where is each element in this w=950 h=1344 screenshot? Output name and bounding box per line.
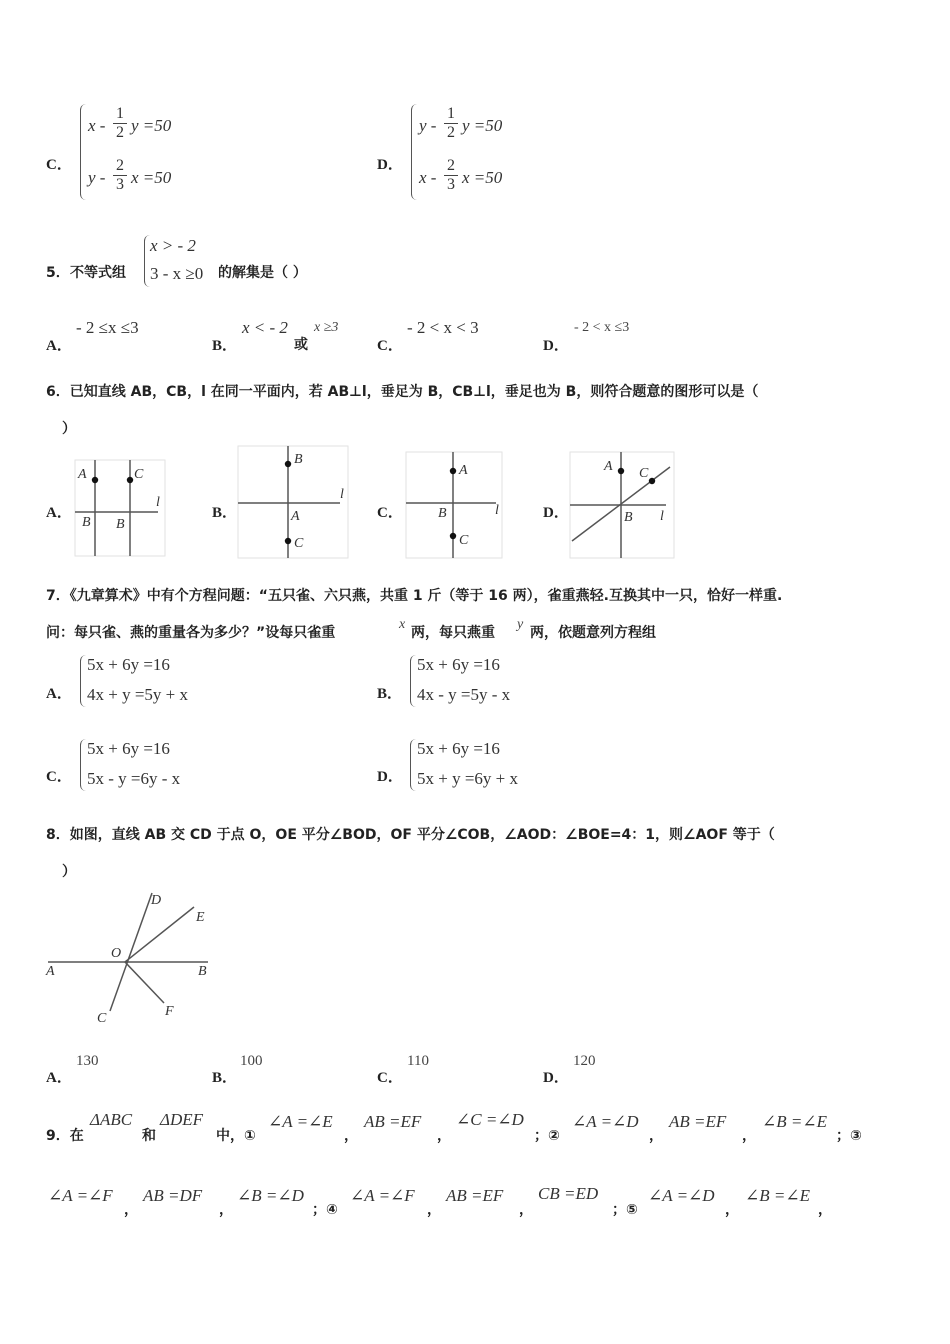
equation-part: y =50 <box>131 116 172 135</box>
separator: ， <box>219 1202 233 1218</box>
option-label: D． <box>377 769 403 785</box>
condition: ∠A =∠F <box>350 1186 415 1205</box>
figure-border <box>238 446 348 558</box>
equation-part: y =50 <box>462 116 503 135</box>
figure-d <box>568 450 676 560</box>
option-math: x ≥3 <box>314 320 339 335</box>
point-c <box>127 477 133 483</box>
label-l: l <box>340 487 344 502</box>
condition: ∠B =∠E <box>745 1186 810 1205</box>
equation: 5x - y =6y - x <box>87 769 181 788</box>
option-label: D． <box>377 157 403 173</box>
question-text: 的解集是（ ） <box>218 265 307 281</box>
brace <box>80 739 86 791</box>
label-a: A <box>459 463 468 478</box>
equation: 5x + 6y =16 <box>87 655 170 674</box>
label-c: C <box>294 536 304 551</box>
fraction: $\frac{1}{2}$ <box>444 105 458 142</box>
label-b: B <box>116 517 125 532</box>
label-c: C <box>459 533 469 548</box>
option-label: A． <box>46 686 72 702</box>
separator: ， <box>427 1202 441 1218</box>
condition: ∠A =∠D <box>648 1186 715 1205</box>
point-b <box>285 461 291 467</box>
option-label: C． <box>46 769 72 785</box>
condition: AB =EF <box>669 1112 727 1131</box>
equation-part: y - <box>419 116 437 135</box>
question-text: ；④ <box>312 1202 338 1218</box>
option-label: B． <box>212 1070 238 1086</box>
option-math: - 2 < x < 3 <box>407 318 479 337</box>
brace <box>80 104 86 200</box>
label-f: F <box>165 1004 174 1019</box>
label-l: l <box>660 509 664 524</box>
question-text: 两，依题意列方程组 <box>530 625 656 641</box>
option-math: - 2 < x ≤3 <box>574 320 630 335</box>
label-b: B <box>82 515 91 530</box>
condition: ∠A =∠D <box>572 1112 639 1131</box>
question-text: 8．如图，直线 AB 交 CD 于点 O，OE 平分∠BOD，OF 平分∠COB，∠AOD：∠BOE=4：1，则∠AOF 等于（ <box>46 827 775 843</box>
condition: AB =DF <box>143 1186 203 1205</box>
label-o: O <box>111 946 122 961</box>
label-c: C <box>134 467 144 482</box>
question-text: 问：每只雀、燕的重量各为多少？”设每只雀重 <box>46 625 336 641</box>
variable: x <box>399 617 406 632</box>
equation-part: x - <box>419 168 437 187</box>
label-c: C <box>639 466 649 481</box>
option-math: - 2 ≤x ≤3 <box>76 318 139 337</box>
option-label: C． <box>377 505 403 521</box>
question-text: 7．《九章算术》中有个方程问题：“五只雀、六只燕，共重 1 斤（等于 16 两），雀重燕轻.互换其中一只，恰好一样重. <box>46 588 783 604</box>
label-l: l <box>156 495 160 510</box>
point-c <box>450 533 456 539</box>
separator: ， <box>649 1128 663 1144</box>
separator: ， <box>818 1202 832 1218</box>
option-math: x < - 2 <box>242 318 288 337</box>
option-label: B． <box>212 505 238 521</box>
equation: 5x + 6y =16 <box>87 739 170 758</box>
option-label: C． <box>377 338 403 354</box>
option-label: A． <box>46 1070 72 1086</box>
label-a: A <box>46 964 55 979</box>
option-value: 110 <box>407 1053 429 1069</box>
separator: ， <box>519 1202 533 1218</box>
label-l: l <box>495 503 499 518</box>
fraction: $\frac{2}{3}$ <box>113 157 127 194</box>
label-a: A <box>604 459 613 474</box>
option-value: 120 <box>573 1053 596 1069</box>
label-c: C <box>97 1011 107 1026</box>
equation-part: x =50 <box>462 168 503 187</box>
point-a <box>92 477 98 483</box>
equation: 5x + 6y =16 <box>417 739 500 758</box>
figure-border <box>75 460 165 556</box>
equation-part: x - <box>88 116 106 135</box>
condition: ∠A =∠F <box>48 1186 113 1205</box>
brace <box>410 655 416 707</box>
point-a <box>450 468 456 474</box>
question-text: ；③ <box>836 1128 862 1144</box>
label-d: D <box>151 893 162 908</box>
question-text: ） <box>62 864 76 880</box>
option-label: D． <box>543 338 569 354</box>
question-text: 9．在 <box>46 1128 84 1144</box>
label-a: A <box>291 509 300 524</box>
condition: CB =ED <box>538 1184 599 1203</box>
condition: ∠C =∠D <box>456 1110 524 1129</box>
option-label: D． <box>543 505 569 521</box>
question-text: 和 <box>142 1128 156 1144</box>
point-c <box>649 478 655 484</box>
condition: AB =EF <box>446 1186 504 1205</box>
condition: ∠A =∠E <box>268 1112 333 1131</box>
label-b: B <box>294 452 303 467</box>
option-label: A． <box>46 338 72 354</box>
question-text: 两，每只燕重 <box>411 625 495 641</box>
label-b: B <box>438 506 447 521</box>
option-value: 130 <box>76 1053 99 1069</box>
question-number: 5． <box>46 265 70 281</box>
label-b: B <box>198 964 207 979</box>
question-text: 中，① <box>216 1128 256 1144</box>
option-label: C． <box>377 1070 403 1086</box>
condition: AB =EF <box>364 1112 422 1131</box>
equation-part: y - <box>88 168 106 187</box>
separator: ， <box>344 1128 358 1144</box>
triangle-name: ΔABC <box>90 1110 133 1129</box>
equation: 5x + 6y =16 <box>417 655 500 674</box>
inequality: x > - 2 <box>150 236 196 255</box>
ray-of <box>125 962 164 1003</box>
ray-oe <box>125 907 194 962</box>
equation: 4x - y =5y - x <box>417 685 511 704</box>
option-label: A． <box>46 505 72 521</box>
point-a <box>618 468 624 474</box>
equation: 5x + y =6y + x <box>417 769 519 788</box>
variable: y <box>517 617 524 632</box>
option-label: D． <box>543 1070 569 1086</box>
brace <box>410 739 416 791</box>
question-text: 不等式组 <box>70 265 126 281</box>
question-text: ；⑤ <box>612 1202 638 1218</box>
condition: ∠B =∠D <box>237 1186 304 1205</box>
label-e: E <box>196 910 205 925</box>
equation: 4x + y =5y + x <box>87 685 189 704</box>
separator: ， <box>437 1128 451 1144</box>
separator: ， <box>124 1202 138 1218</box>
connector-text: 或 <box>294 337 308 353</box>
figure-b <box>236 444 350 560</box>
point-c <box>285 538 291 544</box>
figure-border <box>406 452 502 558</box>
option-value: 100 <box>240 1053 263 1069</box>
separator: ， <box>725 1202 739 1218</box>
label-a: A <box>78 467 87 482</box>
option-label: B． <box>212 338 238 354</box>
separator: ， <box>742 1128 756 1144</box>
question-text: ；② <box>534 1128 560 1144</box>
fraction: $\frac{2}{3}$ <box>444 157 458 194</box>
triangle-name: ΔDEF <box>160 1110 204 1129</box>
figure-a <box>70 456 170 560</box>
question-text: 6．已知直线 AB，CB，l 在同一平面内，若 AB⊥l，垂足为 B，CB⊥l，垂足也为 B，则符合题意的图形可以是（ <box>46 384 759 400</box>
brace <box>411 104 417 200</box>
inequality: 3 - x ≥0 <box>150 264 204 283</box>
q8-figure <box>40 885 220 1030</box>
option-label: C． <box>46 157 72 173</box>
question-text: ） <box>62 421 76 437</box>
figure-c <box>404 450 504 560</box>
option-label: B． <box>377 686 403 702</box>
brace <box>80 655 86 707</box>
equation-part: x =50 <box>131 168 172 187</box>
condition: ∠B =∠E <box>762 1112 827 1131</box>
label-b: B <box>624 510 633 525</box>
fraction: $\frac{1}{2}$ <box>113 105 127 142</box>
